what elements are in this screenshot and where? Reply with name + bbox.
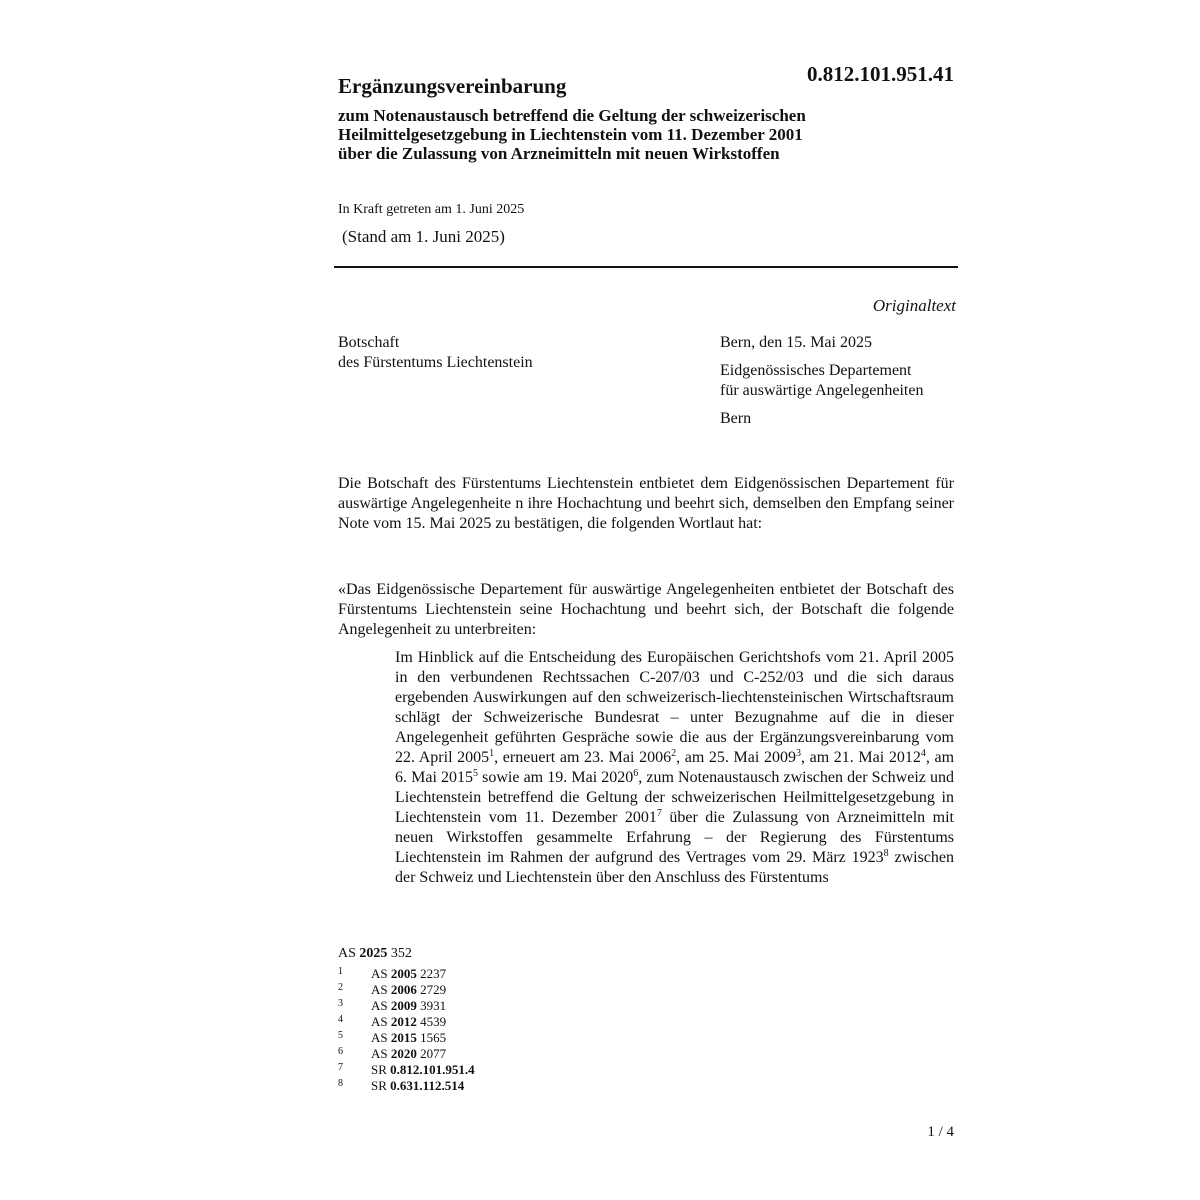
as-reference [338,946,412,962]
footnote-bold: 2020 [390,1046,417,1061]
footnote-ref[interactable]: 3 [795,748,801,759]
recipient-city: Bern [720,410,752,427]
footnote-number: 1 [338,966,343,977]
quote-text: sowie am 19. Mai 2020 [478,769,634,786]
footnote-prefix: AS [371,1014,388,1029]
footnote [338,1014,475,1030]
subtitle-line: über die Zulassung von Arzneimitteln mit neuen Wirkstoffen [338,144,780,163]
quote-text: zwischen der Schweiz und Liechtenstein über den Anschluss des Fürstentums [395,849,954,886]
footnote-rest: 3931 [420,998,447,1013]
document-subtitle [338,106,958,163]
footnote-rest: 1565 [420,1030,447,1045]
footnote-bold: 2005 [390,966,417,981]
footnote-ref[interactable]: 8 [883,848,889,859]
original-text-label: Originaltext [872,296,956,315]
quote-text: , am 21. Mai 2012 [800,749,921,766]
quote-text: , zum Notenaustausch zwischen der Schweiz und Liechtenstein betreffend die Geltung der schweizerischen Heilmittelgesetzgebung in Liechtenstein vom 11. Dezember 2001 [395,769,954,826]
recipient-line: Eidgenössisches Departement [720,362,912,379]
page-number: 1 / 4 [927,1124,954,1140]
as-year: 2025 [359,946,388,961]
recipient-block [720,333,923,429]
footnote [338,998,475,1014]
footnote-rest: 2237 [420,966,447,981]
quote-text: , am 25. Mai 2009 [676,749,796,766]
quote-text: Im Hinblick auf die Entscheidung des Europäischen Gerichtshofs vom 21. April 2005 in den verbundenen Rechtssachen C-207/03 und C-252/03 und die sich daraus ergebenden Auswirkungen auf den schweizerisch-liechtensteinischen Wirtschaftsraum schlägt der Schweizerische Bundesrat – unter Bezugnahme auf die in dieser Angelegenheit geführten Gespräche sowie die aus der Ergänzungsvereinbarung vom 22. April 2005 [395,649,954,766]
subtitle-line: zum Notenaustausch betreffend die Geltung der schweizerischen [338,106,806,125]
footnote-ref[interactable]: 5 [473,768,479,779]
footnote-prefix: AS [371,966,388,981]
footnote-bold: 2006 [390,982,417,997]
footnote [338,1046,475,1062]
footnote-number: 8 [338,1078,343,1089]
body-paragraph: «Das Eidgenössische Departement für auswärtige Angelegenheiten entbietet der Botschaft des Fürstentums Liechtenstein seine Hochachtung und beehrt sich, der Botschaft die folgende Angelegenheit zu unterbreiten: [338,581,954,638]
footnote-prefix: AS [371,1030,388,1045]
footnotes [338,966,475,1094]
quote-text: , am 6. Mai 2015 [395,749,955,786]
footnote [338,1078,475,1094]
document-title: Ergänzungsvereinbarung [338,74,567,98]
footnote-number: 2 [338,982,343,993]
footnote-prefix: SR [371,1062,387,1077]
body-paragraph: Die Botschaft des Fürstentums Liechtenstein entbietet dem Eidgenössischen Departement für auswärtige Angelegenheite n ihre Hochachtung und beehrt sich, demselben den Empfang seiner Note vom 15. Mai 2025 zu bestätigen, die folgenden Wortlaut hat: [338,475,954,532]
letter-date: Bern, den 15. Mai 2025 [720,334,872,351]
footnote-number: 6 [338,1046,343,1057]
quote-text: , erneuert am 23. Mai 2006 [494,749,672,766]
footnote-prefix: AS [371,998,388,1013]
footnote-prefix: AS [371,982,388,997]
recipient-line: für auswärtige Angelegenheiten [720,382,924,399]
sr-number: 0.812.101.951.41 [807,62,954,86]
footnote [338,1030,475,1046]
footnote [338,1062,475,1078]
in-force-date: In Kraft getreten am 1. Juni 2025 [338,202,525,217]
sender-line: Botschaft [338,334,400,351]
footnote-bold: 0.631.112.514 [390,1078,465,1093]
footnote-rest: 2729 [420,982,447,997]
footnote-ref[interactable]: 4 [920,748,926,759]
header-divider [334,266,958,268]
sender-line: des Fürstentums Liechtenstein [338,354,533,371]
sender-block [338,333,533,373]
as-page: 352 [390,946,412,961]
footnote-bold: 2009 [390,998,417,1013]
footnote [338,982,475,998]
footnote-rest: 2077 [420,1046,447,1061]
footnote-bold: 2015 [390,1030,417,1045]
footnote-number: 5 [338,1030,343,1041]
footnote-number: 3 [338,998,343,1009]
footnote-rest: 4539 [420,1014,447,1029]
footnote-bold: 0.812.101.951.4 [390,1062,475,1077]
footnote-ref[interactable]: 7 [656,808,662,819]
subtitle-line: Heilmittelgesetzgebung in Liechtenstein vom 11. Dezember 2001 [338,125,803,144]
footnote [338,966,475,982]
footnote-prefix: AS [371,1046,388,1061]
quoted-paragraph [395,648,954,888]
footnote-ref[interactable]: 6 [633,768,639,779]
footnote-ref[interactable]: 2 [671,748,677,759]
footnote-bold: 2012 [390,1014,417,1029]
footnote-prefix: SR [371,1078,387,1093]
status-date: (Stand am 1. Juni 2025) [342,227,505,246]
as-prefix: AS [338,946,356,961]
quote-text: über die Zulassung von Arzneimitteln mit neuen Wirkstoffen gesammelte Erfahrung – der Regierung des Fürstentums Liechtenstein im Rahmen der aufgrund des Vertrages vom 29. März 1923 [395,809,954,866]
footnote-number: 7 [338,1062,343,1073]
footnote-ref[interactable]: 1 [489,748,495,759]
footnote-number: 4 [338,1014,343,1025]
